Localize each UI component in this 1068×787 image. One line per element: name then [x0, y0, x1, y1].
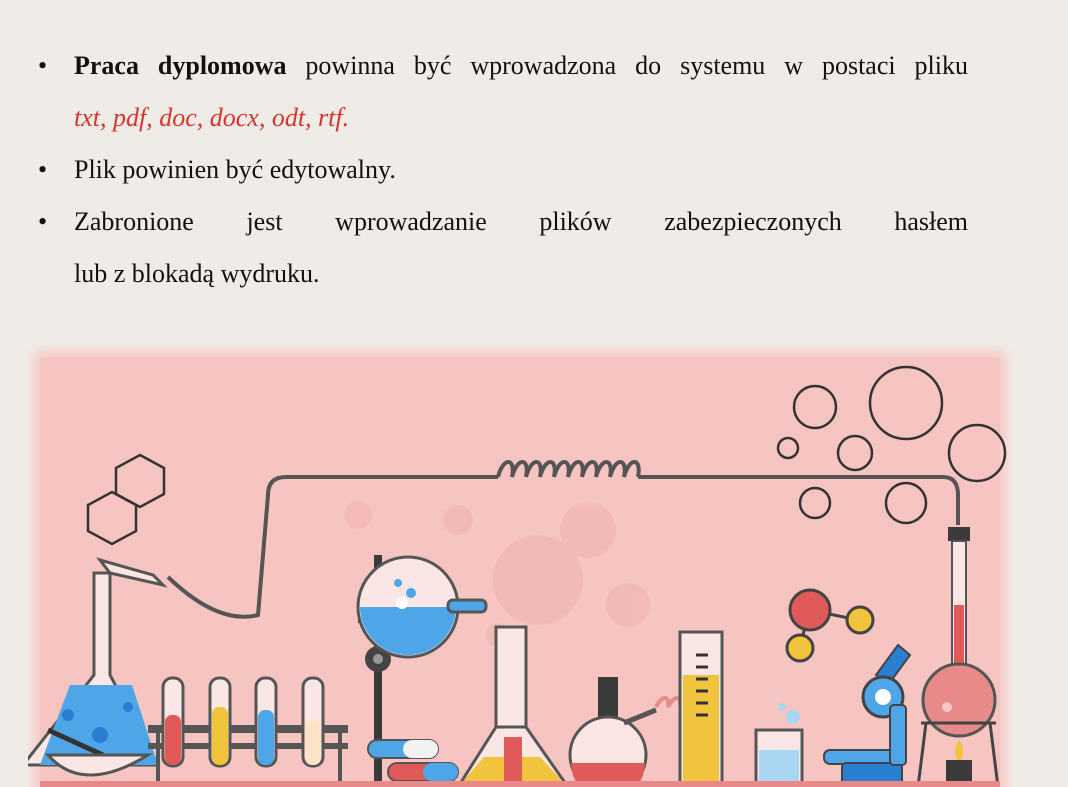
bullet-marker: • — [38, 207, 48, 236]
bullet-marker: • — [38, 51, 48, 80]
chemistry-lab-illustration — [28, 345, 1013, 787]
bullet-text: Plik powinien być edytowalny. — [74, 155, 396, 184]
bullet-text-continued: lub z blokadą wydruku. — [74, 259, 320, 288]
lab-bench — [40, 781, 1000, 787]
bullet-item — [38, 40, 968, 144]
bullet-item — [38, 196, 968, 300]
bullet-line — [74, 40, 968, 92]
bullet-item — [38, 144, 968, 196]
file-formats: txt, pdf, doc, docx, odt, rtf. — [74, 103, 350, 132]
bullet-list — [38, 40, 968, 300]
graduated-cylinder-icon — [680, 632, 722, 787]
bullet-marker: • — [38, 155, 48, 184]
bullet-text: powinna być wprowadzona do systemu w postaci pliku — [286, 51, 968, 80]
bold-term: Praca dyplomowa — [74, 51, 287, 80]
bullet-text: Zabronione jest wprowadzanie plików zabezpieczonych hasłem — [74, 207, 968, 236]
